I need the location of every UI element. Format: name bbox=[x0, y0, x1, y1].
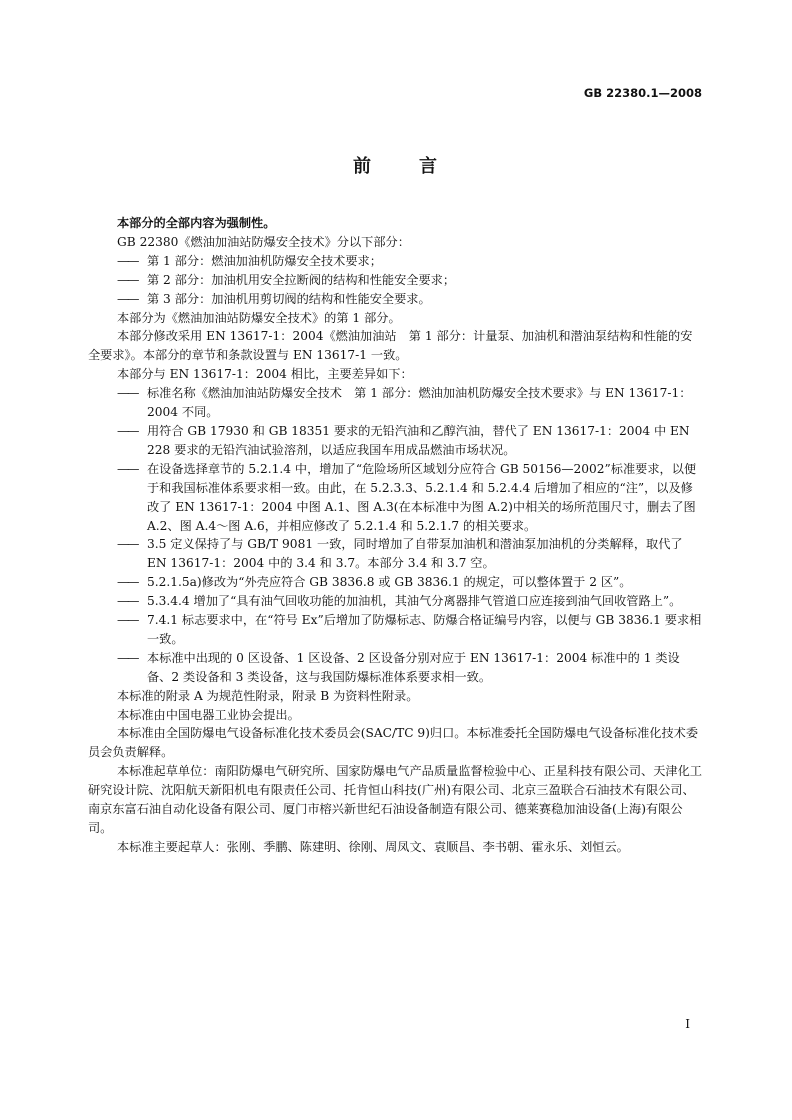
title-char-1: 前 bbox=[353, 156, 373, 177]
dash-mark: —— bbox=[117, 272, 138, 287]
dash-mark: —— bbox=[117, 291, 138, 306]
drafting-units: 本标准起草单位：南阳防爆电气研究所、国家防爆电气产品质量监督检验中心、正星科技有限公司、天津化工研究设计院、沈阳航天新阳机电有限责任公司、托肯恒山科技(广州)有限公司、北京三盈联合石油技术有限公司、南京东富石油自动化设备有限公司、厦门市榕兴新世纪石油设备制造有限公司、德莱赛稳加油设备(上海)有限公司。 bbox=[88, 764, 702, 835]
dash-mark: —— bbox=[117, 575, 138, 590]
paragraph: 本标准由中国电器工业协会提出。 bbox=[117, 707, 300, 722]
paragraph: 本部分修改采用 EN 13617-1：2004《燃油加油站 第 1 部分：计量泵、加油机和潜油泵结构和性能的安全要求》。本部分的章节和条款设置与 EN 13617-1 一致。 bbox=[88, 329, 693, 363]
paragraph: 本标准的附录 A 为规范性附录，附录 B 为资料性附录。 bbox=[117, 688, 419, 703]
paragraph: GB 22380《燃油加油站防爆安全技术》分以下部分： bbox=[117, 234, 410, 249]
part-list-item: —— 第 2 部分：加油机用安全拉断阀的结构和性能安全要求； bbox=[117, 271, 703, 290]
difference-item: —— 用符合 GB 17930 和 GB 18351 要求的无铅汽油和乙醇汽油，替代了 EN 13617-1：2004 中 EN 228 要求的无铅汽油试验溶剂，以适应我国车用成品燃油市场状况。 bbox=[117, 423, 690, 457]
difference-item: —— 标准名称《燃油加油站防爆安全技术 第 1 部分：燃油加油机防爆安全技术要求》与 EN 13617-1：2004 不同。 bbox=[117, 386, 692, 420]
dash-mark: —— bbox=[117, 386, 138, 401]
part-list-item: —— 第 3 部分：加油机用剪切阀的结构和性能安全要求。 bbox=[117, 290, 703, 309]
dash-mark: —— bbox=[117, 613, 138, 628]
paragraph: 本部分为《燃油加油站防爆安全技术》的第 1 部分。 bbox=[117, 310, 401, 325]
dash-mark: —— bbox=[117, 461, 138, 476]
difference-item: —— 7.4.1 标志要求中，在“符号 Ex”后增加了防爆标志、防爆合格证编号内容，以便与 GB 3836.1 要求相一致。 bbox=[117, 613, 702, 646]
part-list-item: —— 第 1 部分：燃油加油机防爆安全技术要求； bbox=[117, 252, 703, 271]
standard-number: GB 22380.1—2008 bbox=[583, 86, 702, 100]
page-title bbox=[0, 152, 792, 178]
difference-item: —— 5.3.4.4 增加了“具有油气回收功能的加油机，其油气分离器排气管道口应连接到油气回收管路上”。 bbox=[117, 592, 703, 611]
difference-item: —— 3.5 定义保持了与 GB/T 9081 一致，同时增加了自带泵加油机和潜油泵加油机的分类解释，取代了 EN 13617-1：2004 中的 3.4 和 3.7。本部分 3.4 和 3.7 空。 bbox=[117, 537, 683, 571]
title-char-2: 言 bbox=[419, 156, 439, 177]
paragraph: 本标准由全国防爆电气设备标准化技术委员会(SAC/TC 9)归口。本标准委托全国防爆电气设备标准化技术委员会负责解释。 bbox=[88, 726, 699, 760]
dash-mark: —— bbox=[117, 423, 138, 438]
paragraph: 本部分与 EN 13617-1：2004 相比，主要差异如下： bbox=[117, 367, 413, 382]
foreword-body bbox=[88, 214, 703, 857]
dash-mark: —— bbox=[117, 594, 138, 609]
dash-mark: —— bbox=[117, 650, 138, 665]
drafters: 本标准主要起草人：张刚、季鹏、陈建明、徐刚、周凤文、袁顺昌、李书朝、霍永乐、刘恒云。 bbox=[117, 839, 629, 854]
dash-mark: —— bbox=[117, 253, 138, 268]
mandatory-statement: 本部分的全部内容为强制性。 bbox=[117, 216, 276, 230]
difference-item: —— 本标准中出现的 0 区设备、1 区设备、2 区设备分别对应于 EN 13617-1：2004 标准中的 1 类设备、2 类设备和 3 类设备，这与我国防爆标准体系要求相一致。 bbox=[117, 650, 680, 684]
page-number: I bbox=[685, 1017, 690, 1031]
difference-item: —— 在设备选择章节的 5.2.1.4 中，增加了“危险场所区域划分应符合 GB 50156—2002”标准要求，以便于和我国标准体系要求相一致。由此，在 5.2.3.3、5.2.1.4 和 5.2.4.4 后增加了相应的“注”，以及修改了 EN 13617-1：2004 中图 A.1、图 A.3(在本标准中为图 A.2)中相关的场所范围尺寸，删去了图 A.2、图 A.4～图 A.6，并相应修改了 5.2.1.4 和 5.2.1.7 的相关要求。 bbox=[117, 461, 697, 533]
difference-item: —— 5.2.1.5a)修改为“外壳应符合 GB 3836.8 或 GB 3836.1 的规定，可以整体置于 2 区”。 bbox=[117, 573, 703, 592]
dash-mark: —— bbox=[117, 537, 138, 552]
